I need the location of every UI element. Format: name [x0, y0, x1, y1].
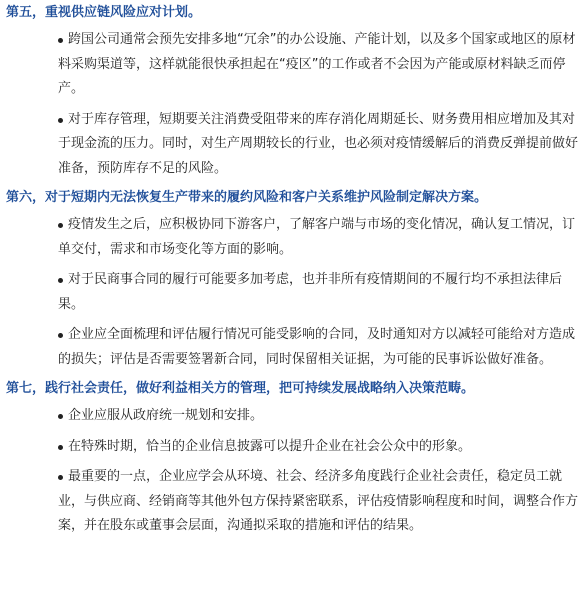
- bullet-dot-icon: [58, 223, 63, 228]
- section-fifth: [6, 2, 580, 181]
- section-sixth: [6, 187, 580, 372]
- list-item-text: 对于民商事合同的履行可能要多加考虑，也并非所有疫情期间的不履行均不承担法律后果。: [58, 272, 563, 312]
- bullet-dot-icon: [58, 118, 63, 123]
- bullet-dot-icon: [58, 333, 63, 338]
- list-item: [6, 268, 580, 317]
- list-item-text: 企业应服从政府统一规划和安排。: [68, 408, 264, 423]
- list-item: [6, 465, 580, 539]
- list-item-text: 最重要的一点，企业应学会从环境、社会、经济多角度践行企业社会责任，稳定员工就业，与供应商、经销商等其他外包方保持紧密联系，评估疫情影响程度和时间，调整合作方案，并在股东或董事会层面，沟通拟采取的措施和评估的结果。: [58, 469, 579, 533]
- bullet-dot-icon: [58, 475, 63, 480]
- list-item-text: 企业应全面梳理和评估履行情况可能受影响的合同，及时通知对方以减轻可能给对方造成的损失；评估是否需要签署新合同，同时保留相关证据，为可能的民事诉讼做好准备。: [58, 327, 576, 367]
- list-item: [6, 28, 580, 102]
- section-heading: 第五，重视供应链风险应对计划。: [6, 5, 202, 20]
- bullet-dot-icon: [58, 445, 63, 450]
- list-item-text: 疫情发生之后，应积极协同下游客户，了解客户端与市场的变化情况，确认复工情况，订单交付，需求和市场变化等方面的影响。: [58, 217, 576, 257]
- bullet-list: [6, 213, 580, 372]
- list-item-text: 跨国公司通常会预先安排多地“冗余”的办公设施、产能计划，以及多个国家或地区的原材料采购渠道等，这样就能很快承担起在“疫区”的工作或者不会因为产能或原材料缺乏而停产。: [58, 32, 576, 96]
- bullet-list: [6, 404, 580, 539]
- list-item: [6, 213, 580, 262]
- bullet-dot-icon: [58, 278, 63, 283]
- section-heading: 第七，践行社会责任，做好利益相关方的管理，把可持续发展战略纳入决策范畴。: [6, 381, 475, 396]
- list-item: [6, 435, 580, 460]
- section-heading: 第六，对于短期内无法恢复生产带来的履约风险和客户关系维护风险制定解决方案。: [6, 190, 488, 205]
- bullet-dot-icon: [58, 38, 63, 43]
- list-item-text: 对于库存管理，短期要关注消费受阻带来的库存消化周期延长、财务费用相应增加及其对于现金流的压力。同时，对生产周期较长的行业，也必须对疫情缓解后的消费反弹提前做好准备，预防库存不足的风险。: [58, 111, 579, 176]
- list-item: [6, 108, 580, 182]
- bullet-list: [6, 28, 580, 181]
- bullet-dot-icon: [58, 414, 63, 419]
- list-item: [6, 404, 580, 429]
- list-item-text: 在特殊时期，恰当的企业信息披露可以提升企业在社会公众中的形象。: [68, 438, 472, 454]
- list-item: [6, 323, 580, 372]
- section-seventh: [6, 378, 580, 539]
